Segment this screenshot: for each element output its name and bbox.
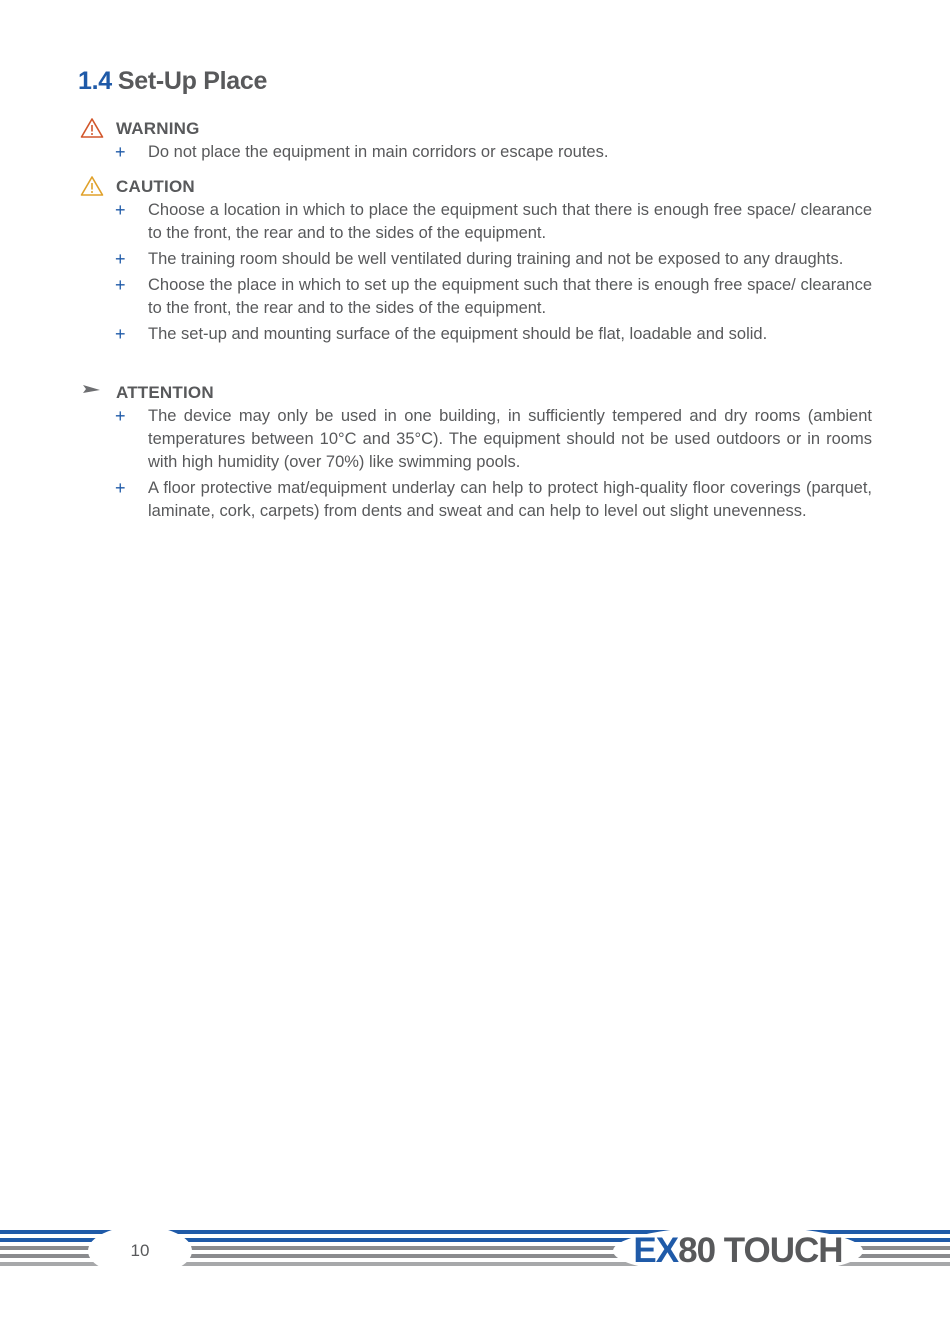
warning-list [80,141,872,164]
list-item-text: The device may only be used in one building, in sufficiently tempered and dry rooms (ambient temperatures between 10°C and 35°C). The equipment should not be used outdoors or in rooms with high humidity (over 70%) like swimming pools. [148,407,872,471]
list-item-text: Do not place the equipment in main corridors or escape routes. [148,143,609,161]
list-item [80,248,872,271]
brand-prefix: EX [633,1231,679,1270]
list-item-text: Choose a location in which to place the equipment such that there is enough free space/ clearance to the front, the rear and to the sides of the equipment. [148,201,872,242]
plus-bullet-icon: + [115,200,126,220]
list-item [80,405,872,474]
caution-label: CAUTION [116,177,195,196]
warning-label: WARNING [116,119,200,138]
brand-logo [618,1228,858,1274]
attention-heading [80,383,872,405]
attention-section [80,383,872,526]
plus-bullet-icon: + [115,275,126,295]
list-item-text: The set-up and mounting surface of the equipment should be flat, loadable and solid. [148,325,768,343]
list-item [80,199,872,245]
warning-triangle-icon [80,117,104,139]
warning-section [80,119,872,167]
plus-bullet-icon: + [115,249,126,269]
list-item [80,141,872,164]
list-item-text: The training room should be well ventilated during training and not be exposed to any draughts. [148,250,844,268]
attention-label: ATTENTION [116,383,214,402]
list-item-text: A floor protective mat/equipment underlay can help to protect high-quality floor coverings (parquet, laminate, cork, carpets) from dents and sweat and can help to level out slight unevenness. [148,479,872,520]
caution-section [80,177,872,349]
list-item-text: Choose the place in which to set up the equipment such that there is enough free space/ clearance to the front, the rear and to the sides of the equipment. [148,276,872,317]
section-number: 1.4 [78,67,112,95]
brand-model: 80 TOUCH [678,1231,843,1270]
caution-heading [80,177,872,199]
list-item [80,477,872,523]
attention-list [80,405,872,523]
warning-heading [80,119,872,141]
caution-triangle-icon [80,175,104,197]
plus-bullet-icon: + [115,478,126,498]
page-number: 10 [130,1241,150,1260]
list-item [80,274,872,320]
caution-list [80,199,872,346]
plus-bullet-icon: + [115,406,126,426]
section-title: Set-Up Place [117,67,268,95]
list-item [80,323,872,346]
plus-bullet-icon: + [115,324,126,344]
page-title [78,67,267,96]
plus-bullet-icon: + [115,142,126,162]
attention-pointer-icon [80,381,104,403]
